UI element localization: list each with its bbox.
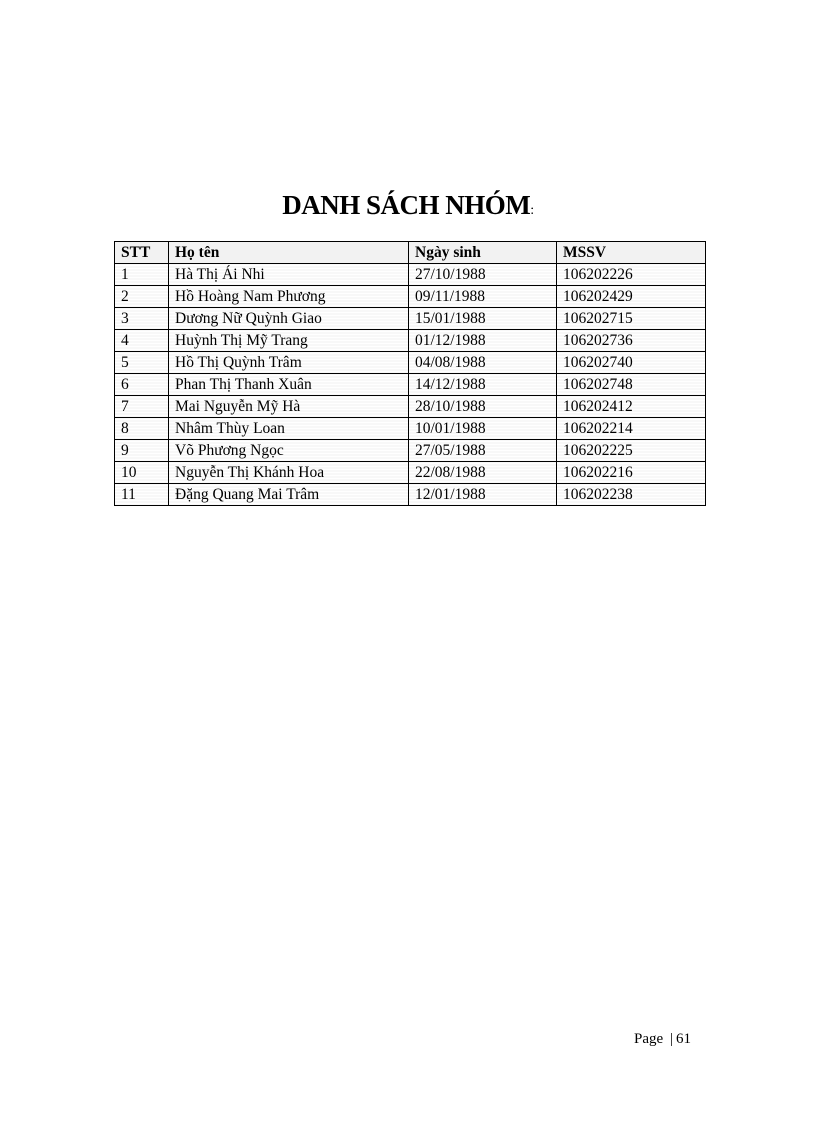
page-footer [634,1031,691,1048]
cell-student-id: 106202225 [557,440,706,462]
cell-student-id: 106202214 [557,418,706,440]
table-row [115,462,706,484]
cell-name: Huỳnh Thị Mỹ Trang [169,330,409,352]
cell-stt: 8 [115,418,169,440]
cell-name: Võ Phương Ngọc [169,440,409,462]
page-separator: | [669,1031,673,1047]
page-number: 61 [675,1031,691,1047]
table-row [115,352,706,374]
cell-dob: 01/12/1988 [409,330,557,352]
table-row [115,484,706,506]
cell-dob: 12/01/1988 [409,484,557,506]
cell-student-id: 106202412 [557,396,706,418]
cell-dob: 09/11/1988 [409,286,557,308]
header-dob: Ngày sinh [409,242,557,264]
cell-stt: 7 [115,396,169,418]
cell-name: Hà Thị Ái Nhi [169,264,409,286]
cell-stt: 4 [115,330,169,352]
table-row [115,286,706,308]
cell-dob: 10/01/1988 [409,418,557,440]
cell-name: Mai Nguyễn Mỹ Hà [169,396,409,418]
header-name: Họ tên [169,242,409,264]
cell-stt: 2 [115,286,169,308]
table-row [115,330,706,352]
cell-dob: 15/01/1988 [409,308,557,330]
cell-stt: 1 [115,264,169,286]
table-row [115,440,706,462]
cell-name: Đặng Quang Mai Trâm [169,484,409,506]
cell-name: Nguyễn Thị Khánh Hoa [169,462,409,484]
cell-name: Hồ Hoàng Nam Phương [169,286,409,308]
cell-student-id: 106202226 [557,264,706,286]
cell-stt: 9 [115,440,169,462]
cell-student-id: 106202736 [557,330,706,352]
cell-name: Phan Thị Thanh Xuân [169,374,409,396]
title-colon: : [530,203,534,218]
cell-stt: 3 [115,308,169,330]
cell-stt: 10 [115,462,169,484]
cell-student-id: 106202216 [557,462,706,484]
cell-student-id: 106202740 [557,352,706,374]
cell-stt: 5 [115,352,169,374]
cell-name: Hồ Thị Quỳnh Trâm [169,352,409,374]
table-row [115,374,706,396]
cell-dob: 14/12/1988 [409,374,557,396]
cell-student-id: 106202748 [557,374,706,396]
cell-dob: 27/05/1988 [409,440,557,462]
cell-dob: 22/08/1988 [409,462,557,484]
table-header-row [115,242,706,264]
cell-name: Dương Nữ Quỳnh Giao [169,308,409,330]
header-stt: STT [115,242,169,264]
cell-name: Nhâm Thùy Loan [169,418,409,440]
cell-student-id: 106202238 [557,484,706,506]
table-row [115,264,706,286]
title-text: DANH SÁCH NHÓM [282,190,531,220]
cell-dob: 27/10/1988 [409,264,557,286]
table-row [115,308,706,330]
cell-stt: 6 [115,374,169,396]
table-row [115,396,706,418]
cell-student-id: 106202715 [557,308,706,330]
cell-student-id: 106202429 [557,286,706,308]
header-student-id: MSSV [557,242,706,264]
cell-stt: 11 [115,484,169,506]
group-member-table [114,241,706,506]
table-row [115,418,706,440]
page-label: Page [634,1031,664,1047]
cell-dob: 04/08/1988 [409,352,557,374]
document-title [0,190,816,221]
cell-dob: 28/10/1988 [409,396,557,418]
